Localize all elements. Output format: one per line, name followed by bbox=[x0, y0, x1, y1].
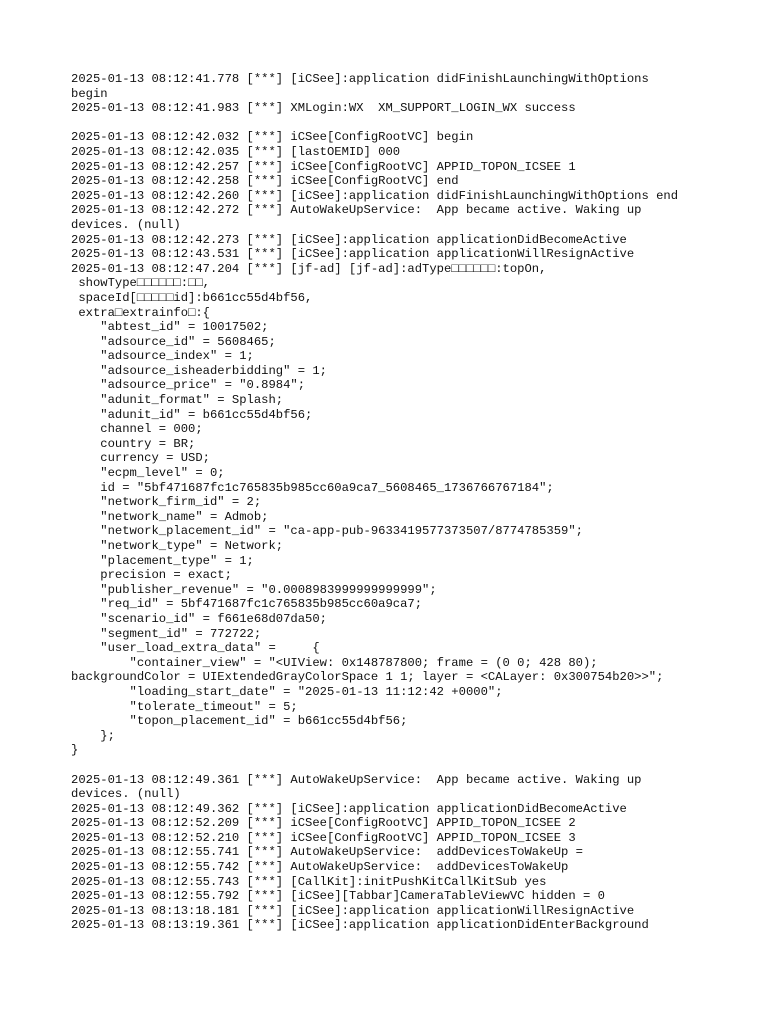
log-line: precision = exact; bbox=[71, 568, 232, 583]
log-line: "network_placement_id" = "ca-app-pub-9633419577373507/8774785359"; bbox=[71, 524, 583, 539]
log-line: backgroundColor = UIExtendedGrayColorSpace 1 1; layer = <CALayer: 0x300754b20>>"; bbox=[71, 670, 664, 685]
log-line bbox=[71, 758, 731, 773]
log-line: 2025-01-13 08:12:55.743 [***] [CallKit]:initPushKitCallKitSub yes bbox=[71, 874, 547, 889]
log-line: "loading_start_date" = "2025-01-13 11:12:42 +0000"; bbox=[71, 684, 503, 699]
log-line: devices. (null) bbox=[71, 787, 181, 802]
log-line: id = "5bf471687fc1c765835b985cc60a9ca7_5608465_1736766767184"; bbox=[71, 480, 554, 495]
log-line: devices. (null) bbox=[71, 217, 181, 232]
log-line: 2025-01-13 08:12:42.257 [***] iCSee[ConfigRootVC] APPID_TOPON_ICSEE 1 bbox=[71, 159, 576, 174]
log-line: 2025-01-13 08:12:52.209 [***] iCSee[ConfigRootVC] APPID_TOPON_ICSEE 2 bbox=[71, 816, 576, 831]
log-line: "scenario_id" = f661e68d07da50; bbox=[71, 611, 327, 626]
log-line: country = BR; bbox=[71, 436, 196, 451]
log-line: "network_type" = Network; bbox=[71, 539, 284, 553]
log-line: extra□extrainfo□:{ bbox=[71, 305, 210, 320]
log-line: "adsource_price" = "0.8984"; bbox=[71, 378, 306, 393]
log-line: "adsource_id" = 5608465; bbox=[71, 334, 276, 349]
log-line: 2025-01-13 08:12:42.273 [***] [iCSee]:application applicationDidBecomeActive bbox=[71, 232, 627, 247]
log-line: "container_view" = "<UIView: 0x148787800; frame = (0 0; 428 80); bbox=[71, 655, 598, 670]
log-line: "ecpm_level" = 0; bbox=[71, 466, 225, 481]
log-line: "network_name" = Admob; bbox=[71, 509, 269, 524]
log-line: spaceId[□□□□□id]:b661cc55d4bf56, bbox=[71, 290, 313, 305]
log-line: "abtest_id" = 10017502; bbox=[71, 320, 269, 335]
log-line: 2025-01-13 08:12:42.272 [***] AutoWakeUpService: App became active. Waking up bbox=[71, 203, 642, 218]
log-line: 2025-01-13 08:12:47.204 [***] [jf-ad] [jf-ad]:adType□□□□□□:topOn, bbox=[71, 261, 547, 276]
log-line: "adsource_isheaderbidding" = 1; bbox=[71, 363, 327, 378]
log-line: 2025-01-13 08:12:49.362 [***] [iCSee]:application applicationDidBecomeActive bbox=[71, 801, 627, 816]
log-line: 2025-01-13 08:12:52.210 [***] iCSee[ConfigRootVC] APPID_TOPON_ICSEE 3 bbox=[71, 830, 576, 845]
log-line: "req_id" = 5bf471687fc1c765835b985cc60a9ca7; bbox=[71, 597, 423, 612]
log-line: } bbox=[71, 743, 79, 758]
log-line: "adunit_id" = b661cc55d4bf56; bbox=[71, 407, 313, 422]
log-line: begin bbox=[71, 86, 108, 101]
log-line: "adsource_index" = 1; bbox=[71, 349, 254, 364]
log-line: "topon_placement_id" = b661cc55d4bf56; bbox=[71, 714, 408, 729]
log-line: 2025-01-13 08:12:42.258 [***] iCSee[ConfigRootVC] end bbox=[71, 174, 459, 189]
log-line: 2025-01-13 08:12:42.032 [***] iCSee[ConfigRootVC] begin bbox=[71, 130, 474, 145]
log-line: 2025-01-13 08:12:42.260 [***] [iCSee]:application didFinishLaunchingWithOptions end bbox=[71, 188, 679, 203]
log-line: "publisher_revenue" = "0.0008983999999999999"; bbox=[71, 582, 437, 597]
log-line: 2025-01-13 08:12:43.531 [***] [iCSee]:application applicationWillResignActive bbox=[71, 247, 635, 262]
log-line: currency = USD; bbox=[71, 451, 210, 466]
log-line: 2025-01-13 08:12:55.742 [***] AutoWakeUpService: addDevicesToWakeUp bbox=[71, 860, 569, 875]
log-line: 2025-01-13 08:12:42.035 [***] [lastOEMID] 000 bbox=[71, 144, 401, 159]
log-line: "segment_id" = 772722; bbox=[71, 626, 262, 641]
log-line: "tolerate_timeout" = 5; bbox=[71, 699, 298, 714]
log-line: "placement_type" = 1; bbox=[71, 553, 254, 568]
log-line: channel = 000; bbox=[71, 422, 203, 437]
log-line: 2025-01-13 08:12:49.361 [***] AutoWakeUpService: App became active. Waking up bbox=[71, 772, 642, 787]
log-line: }; bbox=[71, 728, 115, 743]
log-line: "user_load_extra_data" = { bbox=[71, 641, 320, 656]
log-line: 2025-01-13 08:13:18.181 [***] [iCSee]:application applicationWillResignActive bbox=[71, 903, 635, 918]
log-line: 2025-01-13 08:13:19.361 [***] [iCSee]:application applicationDidEnterBackground bbox=[71, 918, 649, 933]
log-line: 2025-01-13 08:12:55.792 [***] [iCSee][Tabbar]CameraTableViewVC hidden = 0 bbox=[71, 889, 605, 904]
log-document bbox=[71, 72, 731, 933]
log-line: 2025-01-13 08:12:41.778 [***] [iCSee]:application didFinishLaunchingWithOptions bbox=[71, 72, 649, 86]
log-line: "adunit_format" = Splash; bbox=[71, 393, 284, 408]
log-line bbox=[71, 116, 731, 131]
log-line: "network_firm_id" = 2; bbox=[71, 495, 262, 510]
log-line: 2025-01-13 08:12:41.983 [***] XMLogin:WX XM_SUPPORT_LOGIN_WX success bbox=[71, 101, 576, 116]
log-line: 2025-01-13 08:12:55.741 [***] AutoWakeUpService: addDevicesToWakeUp = bbox=[71, 845, 583, 860]
log-line: showType□□□□□□:□□, bbox=[71, 276, 210, 291]
